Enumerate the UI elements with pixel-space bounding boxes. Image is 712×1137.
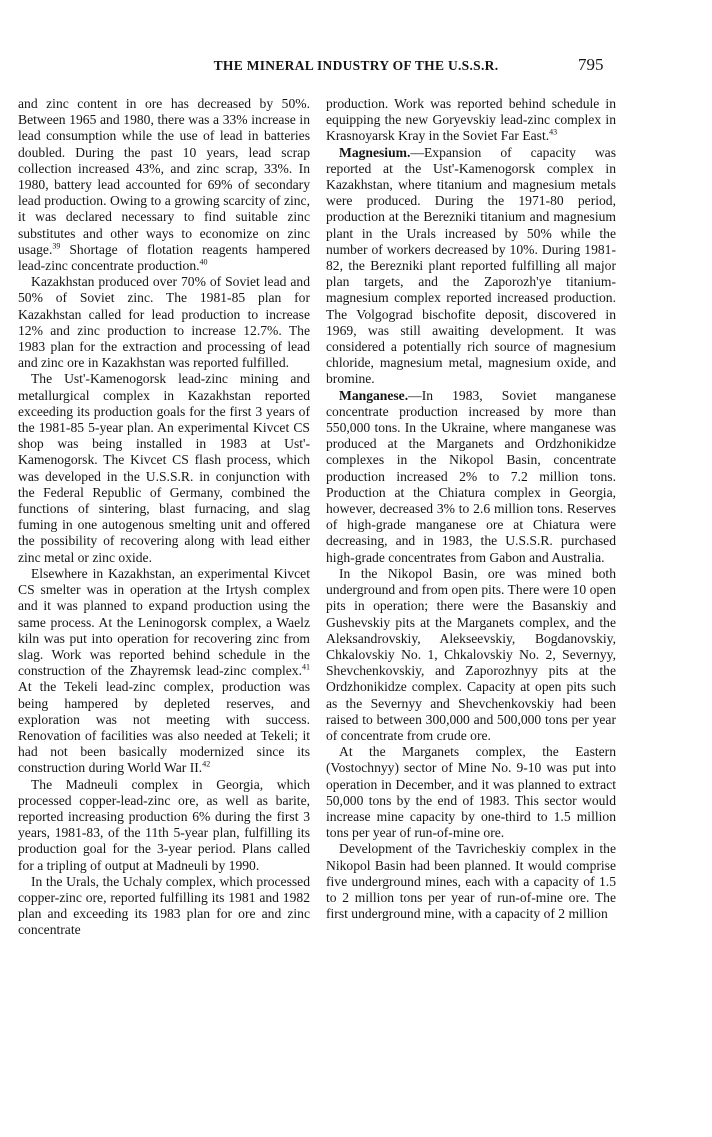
footnote-marker: 39 <box>52 241 61 251</box>
left-column <box>18 96 310 939</box>
paragraph: In the Nikopol Basin, ore was mined both underground and from open pits. There were 10 open pits in operation; there were the Basanskiy and Gushevskiy pits at the Marganets complex, and the Aleksandrovskiy, Alekseevskiy, Bogdanovskiy, Chkalovskiy No. 1, Chkalovskiy No. 2, Severnyy, Shevchenkovskiy, and Zaporozhnyy pits at the Ordzhonikidze complex. Capacity at open pits such as the Severnyy and Shevchenkovskiy had been raised to between 300,000 and 500,000 tons per year of concentrate from crude ore. <box>326 565 616 743</box>
footnote-marker: 40 <box>199 257 208 267</box>
footnote-marker: 42 <box>202 759 211 769</box>
page-number: 795 <box>578 55 604 74</box>
paragraph: and zinc content in ore has decreased by 50%. Between 1965 and 1980, there was a 33% increase in lead consumption while the use of lead in batteries doubled. During the past 10 years, lead scrap collection increased 43%, and zinc scrap, 33%. In 1980, battery lead accounted for 69% of secondary lead production. Owing to a growing scarcity of zinc, it was declared necessary to find suitable zinc substitutes and other ways to economize on zinc usage.$^{39}$ Shortage of flotation reagents hampered lead-zinc concentrate production.$^{40}$ <box>18 96 310 274</box>
paragraph: Kazakhstan produced over 70% of Soviet lead and 50% of Soviet zinc. The 1981-85 plan for Kazakhstan called for lead production to increase 12% and zinc production to increase 12.7%. The 1983 plan for the extraction and processing of lead and zinc ore in Kazakhstan was reported fulfilled. <box>18 274 310 371</box>
paragraph: In the Urals, the Uchaly complex, which processed copper-zinc ore, reported fulfilling its 1981 and 1982 plan and exceeding its 1983 plan for ore and zinc concentrate <box>18 873 310 938</box>
paragraph: The Ust'-Kamenogorsk lead-zinc mining and metallurgical complex in Kazakhstan reported exceeding its production goals for the first 3 years of the 1981-85 5-year plan. An experimental Kivcet CS shop was being installed in 1983 at Ust'-Kamenogorsk. The Kivcet CS flash process, which was developed in the U.S.S.R. in conjunction with the Federal Republic of Germany, combined the functions of sintering, blast furnacing, and slag fuming in one autogenous smelting unit and offered the possibility of recovering along with lead either zinc metal or zinc oxide. <box>18 371 310 565</box>
page-header-title: THE MINERAL INDUSTRY OF THE U.S.S.R. <box>213 58 499 73</box>
paragraph: Magnesium.—Expansion of capacity was reported at the Ust'-Kamenogorsk complex in Kazakhstan, where titanium and magnesium metals were produced. During the 1971-80 period, production at the Berezniki titanium and magnesium plant in the Urals increased by 50% while the number of workers decreased by 10%. During 1981-82, the Berezniki plant reported fulfilling all major plan targets, and the Zaporozh'ye titanium-magnesium complex reported increased production. The Volgograd bischofite deposit, discovered in 1969, was still awaiting development. It was considered a potentially rich source of magnesium chloride, magnesium metal, magnesium oxide, and bromine. <box>326 144 616 387</box>
right-column <box>326 96 616 922</box>
paragraph: The Madneuli complex in Georgia, which processed copper-lead-zinc ore, as well as barite, reported increasing production 6% during the first 3 years, 1981-83, of the 11th 5-year plan, fulfilling its production goal for the 3-year period. Plans called for a tripling of output at Madneuli by 1990. <box>18 776 310 873</box>
paragraph: Elsewhere in Kazakhstan, an experimental Kivcet CS smelter was in operation at the Irtysh complex and it was planned to expand production using the same process. At the Leninogorsk complex, a Waelz kiln was put into operation for recovering zinc from slag. Work was reported behind schedule in the construction of the Zhayremsk lead-zinc complex.$^{41}$ At the Tekeli lead-zinc complex, production was being hampered by depleted reserves, and exploration was not meeting with success. Renovation of facilities was also needed at Tekeli; it had not been basically modernized since its construction during World War II.$^{42}$ <box>18 565 310 776</box>
footnote-marker: 43 <box>549 127 558 137</box>
paragraph: production. Work was reported behind schedule in equipping the new Goryevskiy lead-zinc complex in Krasnoyarsk Kray in the Soviet Far East.$^{43}$ <box>326 96 616 144</box>
paragraph: Development of the Tavricheskiy complex in the Nikopol Basin had been planned. It would comprise five underground mines, each with a capacity of 1.5 to 2 million tons per year of run-of-mine ore. The first underground mine, with a capacity of 2 million <box>326 841 616 922</box>
paragraph: Manganese.—In 1983, Soviet manganese concentrate production increased by more than 550,000 tons. In the Ukraine, where manganese was produced at the Marganets and Ordzhonikidze complexes in the Nikopol Basin, concentrate production increased 2% to 7.2 million tons. Production at the Chiatura complex in Georgia, however, decreased 3% to 2.6 million tons. Reserves of high-grade manganese ore at Chiatura were decreasing, and in 1983, the U.S.S.R. purchased high-grade concentrates from Gabon and Australia. <box>326 387 616 565</box>
section-heading: Magnesium. <box>339 144 411 160</box>
paragraph: At the Marganets complex, the Eastern (Vostochnyy) sector of Mine No. 9-10 was put into operation in December, and it was planned to extract 50,000 tons by the end of 1983. This sector would increase mine capacity by one-third to 1.5 million tons per year of run-of-mine ore. <box>326 744 616 841</box>
section-heading: Manganese. <box>339 387 409 403</box>
footnote-marker: 41 <box>302 662 310 672</box>
